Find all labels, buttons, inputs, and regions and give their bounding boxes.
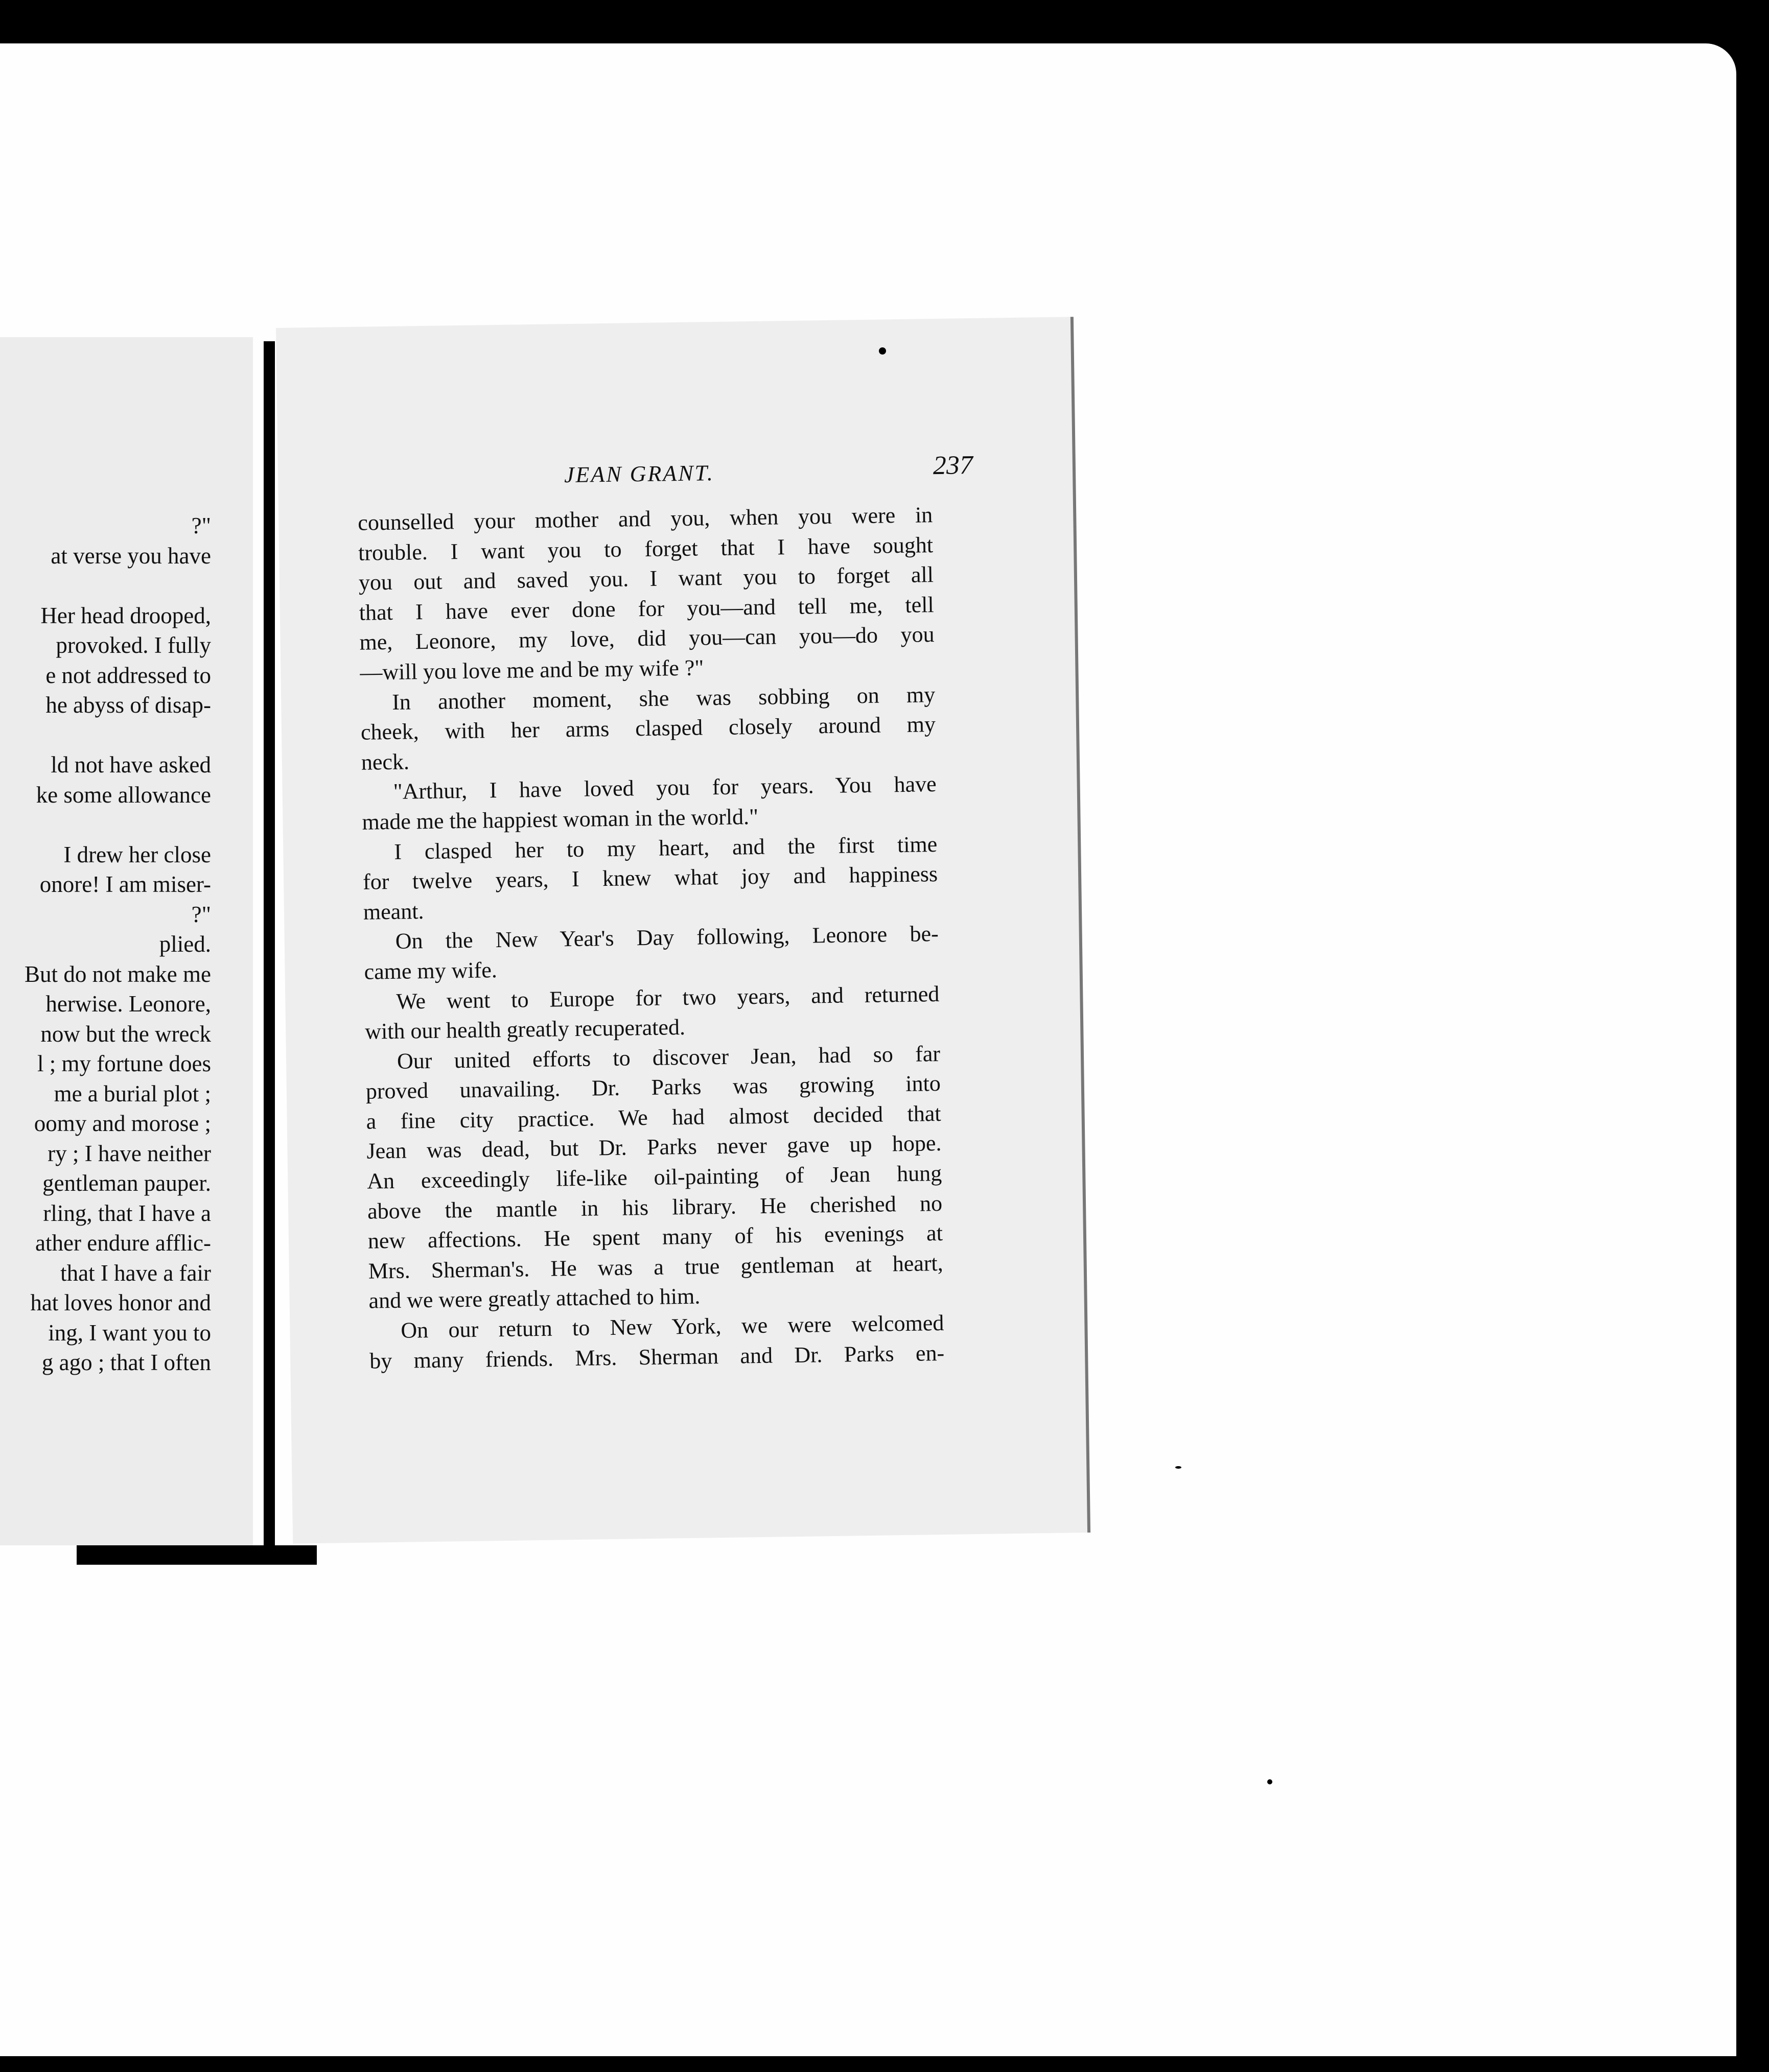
left-page-text (0, 511, 211, 1378)
body-line: Our united efforts to discover Jean, had so far (397, 1041, 941, 1074)
left-page-line: ?" (191, 901, 211, 927)
left-page-line: ?" (191, 513, 211, 538)
left-page-line: that I have a fair (60, 1260, 211, 1286)
body-line: neck. (361, 749, 410, 775)
body-line: came my wife. (364, 957, 498, 984)
left-page-line: ry ; I have neither (48, 1140, 211, 1166)
page-gutter (264, 341, 275, 1555)
scan-speck (1267, 1779, 1272, 1784)
body-line: On our return to New York, we were welcomed (401, 1310, 944, 1343)
left-page-line: ld not have asked (51, 752, 211, 778)
body-line: trouble. I want you to forget that I have sought (358, 532, 934, 566)
page-number: 237 (933, 450, 973, 481)
left-page-line: g ago ; that I often (41, 1350, 211, 1375)
left-page-line: oomy and morose ; (34, 1111, 211, 1136)
right-page (276, 317, 1090, 1544)
running-head: JEAN GRANT. (564, 460, 715, 488)
body-line: that I have ever done for you—and tell me, tell (359, 592, 935, 625)
body-line: proved unavailing. Dr. Parks was growing into (365, 1071, 941, 1104)
left-page-line (0, 571, 211, 601)
body-line: On the New Year's Day following, Leonore be- (395, 921, 939, 954)
body-line: a fine city practice. We had almost decided that (366, 1100, 941, 1134)
body-line: made me the happiest woman in the world." (362, 804, 759, 835)
body-line: "Arthur, I have loved you for years. You have (393, 771, 937, 805)
left-page-line: ather endure afflic- (35, 1230, 211, 1256)
left-page-line (0, 810, 211, 840)
body-line: An exceedingly life-like oil-painting of Jean hung (366, 1161, 942, 1194)
film-edge-bottom (0, 2056, 1769, 2072)
body-line: Jean was dead, but Dr. Parks never gave up hope. (366, 1131, 942, 1164)
left-page-line: now but the wreck (40, 1021, 211, 1047)
film-edge-right (1736, 43, 1769, 2056)
gutter-shadow (77, 1545, 317, 1565)
left-page-line: e not addressed to (45, 662, 211, 688)
left-page-line: herwise. Leonore, (45, 991, 211, 1017)
body-line: I clasped her to my heart, and the first time (393, 831, 938, 864)
left-page-line (0, 720, 211, 750)
body-line: cheek, with her arms clasped closely around my (360, 712, 936, 745)
left-page-line: plied. (159, 931, 211, 957)
body-line: In another moment, she was sobbing on my (391, 681, 936, 715)
scan-speck (879, 347, 886, 355)
body-line: We went to Europe for two years, and returned (396, 981, 940, 1014)
left-page-line: But do not make me (25, 961, 211, 987)
left-page-line: me a burial plot ; (54, 1080, 211, 1106)
left-page-line: I drew her close (63, 841, 211, 867)
body-line: me, Leonore, my love, did you—can you—do you (359, 622, 935, 655)
scan-speck (1175, 1466, 1181, 1469)
body-line: —will you love me and be my wife ?" (360, 655, 704, 685)
body-line: with our health greatly recuperated. (364, 1015, 686, 1044)
body-line: meant. (363, 898, 424, 925)
body-text (358, 500, 945, 1376)
left-page (0, 337, 253, 1545)
left-page-line: hat loves honor and (30, 1290, 211, 1315)
left-page-line: rling, that I have a (43, 1200, 211, 1226)
left-page-line: ing, I want you to (48, 1320, 211, 1346)
body-line: new affections. He spent many of his evenings at (367, 1220, 943, 1254)
body-line: you out and saved you. I want you to forget all (358, 562, 934, 595)
left-page-line: at verse you have (51, 543, 211, 569)
left-page-line: onore! I am miser- (39, 872, 211, 897)
body-line: by many friends. Mrs. Sherman and Dr. Parks en- (369, 1340, 945, 1374)
body-line: counselled your mother and you, when you were in (357, 502, 933, 535)
left-page-line: he abyss of disap- (45, 692, 211, 718)
body-line: and we were greatly attached to him. (368, 1284, 701, 1314)
left-page-line: l ; my fortune does (37, 1051, 211, 1076)
left-page-line: provoked. I fully (56, 632, 211, 658)
left-page-line: ke some allowance (36, 782, 211, 808)
page-header (564, 450, 973, 503)
body-line: above the mantle in his library. He cherished no (367, 1190, 943, 1224)
left-page-line: Her head drooped, (40, 602, 211, 628)
body-line: Mrs. Sherman's. He was a true gentleman at heart, (368, 1250, 944, 1284)
body-line: for twelve years, I knew what joy and happiness (362, 861, 938, 894)
left-page-line: gentleman pauper. (42, 1170, 211, 1196)
